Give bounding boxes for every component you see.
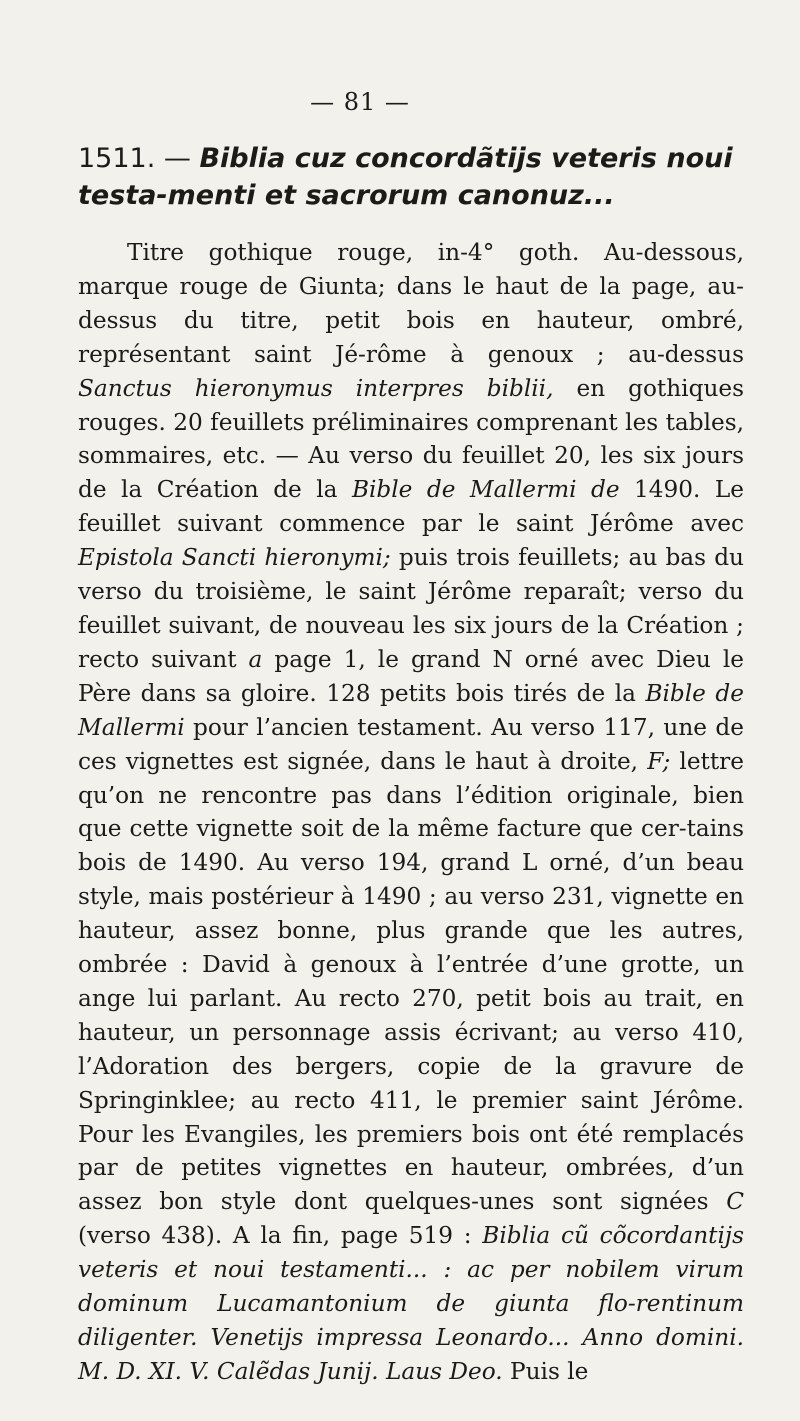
- text-run: Puis le: [502, 1357, 589, 1385]
- entry-heading: [78, 140, 744, 214]
- text-run: page 1, le grand N orné avec Dieu le Père dans sa gloire. 128 petits bois tirés de la: [78, 645, 744, 707]
- text-run: Titre gothique rouge, in-4° goth. Au-dessous, marque rouge de Giunta; dans le haut de la page, au-dessus du titre, petit bois en hauteur, ombré, représentant saint Jé-rôme à genoux ; au-dessus: [78, 239, 744, 368]
- page-number: — 81 —: [310, 88, 410, 116]
- entry-description: [78, 236, 744, 1389]
- text-run: en gothiques rouges. 20 feuillets préliminaires comprenant les tables, sommaires, etc. — Au verso du feuillet 20, les six jours de la Création de la: [78, 374, 744, 504]
- text-run: pour l’ancien testament. Au verso 117, une de ces vignettes est signée, dans le haut à droite,: [78, 713, 744, 775]
- italic-text-run: Bible de Mallermi: [78, 679, 744, 741]
- italic-text-run: Epistola Sancti hieronymi;: [78, 544, 391, 572]
- bibliography-entry: [78, 140, 744, 1389]
- italic-text-run: C: [726, 1188, 744, 1216]
- italic-text-run: Bible de Mallermi de: [351, 476, 620, 504]
- entry-year: 1511.: [78, 143, 156, 174]
- italic-text-run: Sanctus hieronymus interpres biblii,: [78, 374, 554, 402]
- text-run: puis trois feuillets; au bas du verso du troisième, le saint Jérôme reparaît; verso du feuillet suivant, de nouveau les six jours de la Création ; recto suivant: [78, 544, 744, 673]
- italic-text-run: F;: [647, 747, 671, 775]
- text-run: 1490. Le feuillet suivant commence par le saint Jérôme avec: [78, 476, 745, 538]
- text-run: lettre qu’on ne rencontre pas dans l’édition originale, bien que cette vignette soit de la même facture que cer-tains bois de 1490. Au verso 194, grand L orné, d’un beau style, mais postérieur à 1490 ; au verso 231, vignette en hauteur, assez bonne, plus grande que les autres, ombrée : David à genoux à l’entrée d’une grotte, un ange lui parlant. Au recto 270, petit bois au trait, en hauteur, un personnage assis écrivant; au verso 410, l’Adoration des bergers, copie de la gravure de Springinklee; au recto 411, le premier saint Jérôme. Pour les Evangiles, les premiers bois ont été remplacés par de petites vignettes en hauteur, ombrées, d’un assez bon style dont quelques-unes sont signées: [78, 747, 744, 1216]
- heading-dash: —: [155, 143, 200, 174]
- italic-text-run: a: [248, 645, 263, 673]
- text-run: (verso 438). A la fin, page 519 :: [78, 1222, 483, 1250]
- italic-text-run: Biblia cũ cõcordantijs veteris et noui testamenti... : ac per nobilem virum dominum Lucamantonium de giunta flo-rentinum diligenter. Venetijs impressa Leonardo... Anno domini. M. D. XI. V. Calẽdas Junij. Laus Deo.: [78, 1222, 744, 1385]
- entry-title: Biblia cuz concordãtijs veteris noui testa-menti et sacrorum canonuz...: [78, 143, 733, 211]
